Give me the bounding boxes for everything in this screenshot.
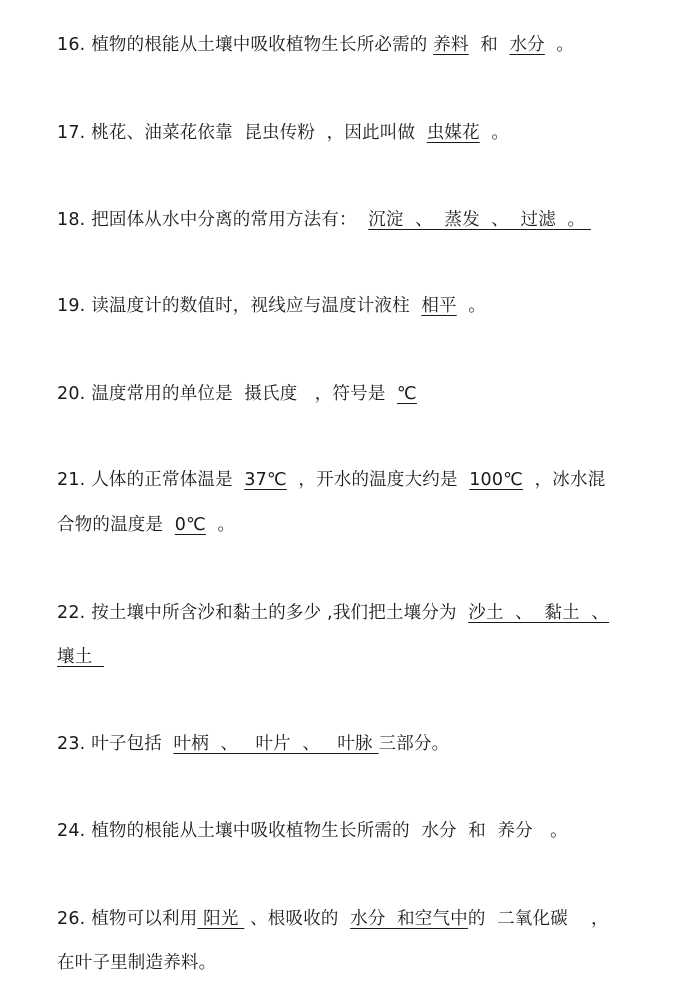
question-text: 。 (479, 123, 510, 143)
answer-blank: 阳光 (197, 909, 245, 929)
item-number: 16. (57, 35, 86, 55)
question-text: 植物可以利用 (85, 909, 198, 929)
answer-blank: 37℃ (244, 470, 287, 490)
item-21-line-2 (57, 513, 679, 537)
item-23 (57, 732, 679, 756)
question-text: 读温度计的数值时，视线应与温度计液柱 (85, 296, 422, 316)
item-number: 18. (57, 210, 86, 230)
question-text: 。 (456, 296, 486, 316)
answer-blank: 0℃ (174, 515, 206, 535)
answer-blank: 100℃ (469, 470, 524, 490)
question-text: 。 (205, 515, 236, 535)
answer-blank: 养料 (433, 35, 469, 55)
item-18 (57, 208, 679, 232)
question-text: 叶子包括 (85, 734, 174, 754)
item-20 (57, 382, 679, 406)
answer-blank: 沙土 、 黏土 、 (468, 603, 610, 623)
item-number: 23. (57, 734, 86, 754)
question-text: 人体的正常体温是 (85, 470, 245, 490)
question-text: ，开水的温度大约是 (286, 470, 470, 490)
item-26-line-2 (57, 951, 679, 975)
item-number: 26. (57, 909, 86, 929)
question-text: 在叶子里制造养料。 (57, 953, 217, 973)
question-text: 植物的根能从土壤中吸收植物生长所必需的 (85, 35, 434, 55)
answer-blank: 叶柄 、 叶片 、 叶脉 (173, 734, 379, 754)
item-number: 20. (57, 384, 86, 404)
question-text: 合物的温度是 (57, 515, 175, 535)
answer-blank: ℃ (397, 384, 417, 404)
item-24 (57, 819, 679, 843)
answer-blank: 沉淀 、 蒸发 、 过滤 。 (368, 210, 591, 230)
answer-blank: 壤土 (57, 647, 104, 667)
question-text: 、根吸收的 (244, 909, 351, 929)
question-text: ，冰水混 (523, 470, 606, 490)
question-text: 和 (468, 35, 510, 55)
item-26 (57, 907, 679, 931)
item-number: 19. (57, 296, 86, 316)
item-22-line-2 (57, 645, 679, 669)
answer-blank: 相平 (421, 296, 457, 316)
question-text: 把固体从水中分离的常用方法有： (85, 210, 369, 230)
question-text: 按土壤中所含沙和黏土的多少 ,我们把土壤分为 (85, 603, 469, 623)
answer-blank: 水分 (509, 35, 545, 55)
question-text: 。 (544, 35, 575, 55)
item-number: 17. (57, 123, 86, 143)
question-text: 三部分。 (378, 734, 450, 754)
question-text: 的 二氧化碳 ， (467, 909, 609, 929)
item-17 (57, 121, 679, 145)
item-21 (57, 468, 679, 492)
question-text: 桃花、油菜花依靠 昆虫传粉 ，因此叫做 (85, 123, 427, 143)
item-19 (57, 294, 679, 318)
item-number: 24. (57, 821, 86, 841)
item-22 (57, 601, 679, 625)
question-text: 温度常用的单位是 摄氏度 ，符号是 (85, 384, 398, 404)
answer-blank: 虫媒花 (426, 123, 480, 143)
answer-blank: 水分 和空气中 (350, 909, 468, 929)
item-number: 21. (57, 470, 86, 490)
question-text: 植物的根能从土壤中吸收植物生长所需的 水分 和 养分 。 (85, 821, 568, 841)
item-16 (57, 33, 679, 57)
item-number: 22. (57, 603, 86, 623)
